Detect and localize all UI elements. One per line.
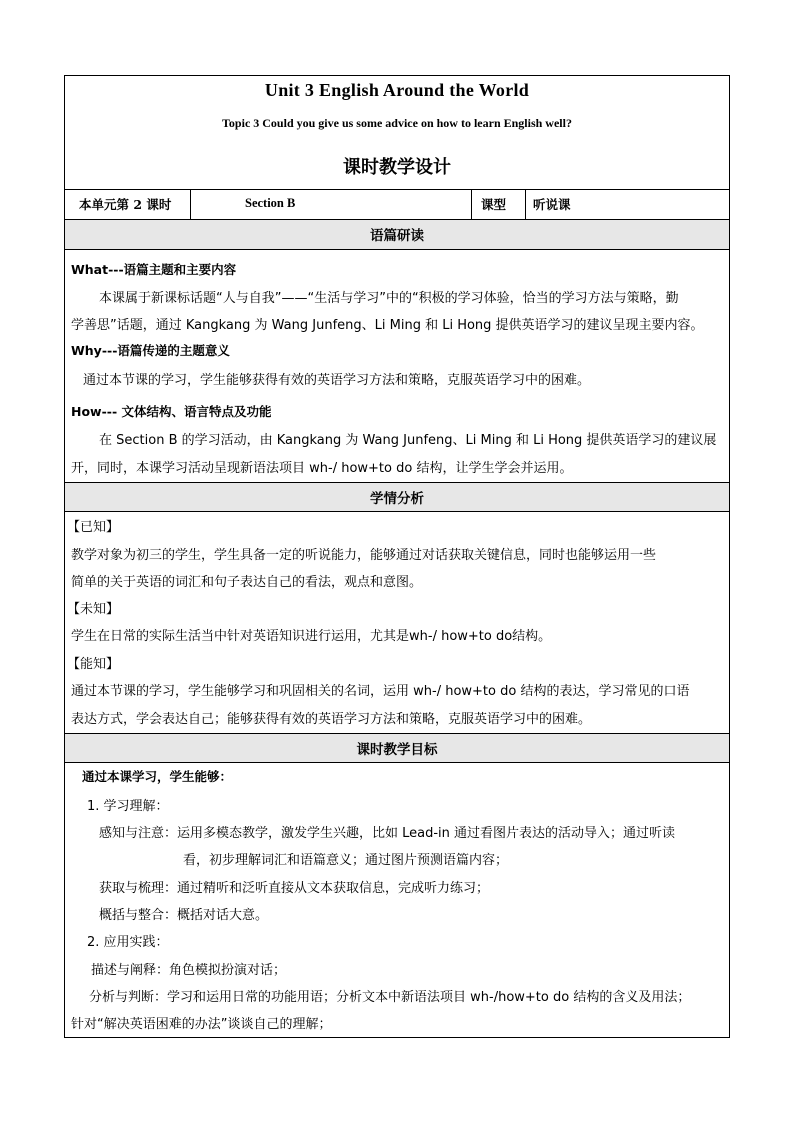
divider: [525, 189, 526, 219]
design-title: 课时教学设计: [343, 157, 451, 178]
section-heading-text-study: 语篇研读: [370, 228, 424, 244]
section-name: Section B: [245, 196, 296, 210]
known-line: 简单的关于英语的词汇和句子表达自己的看法，观点和意图。: [71, 575, 423, 590]
objective-line: 针对“解决英语困难的办法”谈谈自己的理解；: [71, 1017, 332, 1032]
why-line: 通过本节课的学习，学生能够获得有效的英语学习方法和策略，克服英语学习中的困难。: [83, 373, 591, 388]
topic-title: Topic 3 Could you give us some advice on how to learn English well?: [222, 116, 572, 130]
lesson-type-label: 课型: [481, 197, 507, 212]
objective-item: 2. 应用实践：: [87, 935, 169, 950]
how-label: How--- 文体结构、语言特点及功能: [71, 404, 272, 419]
objective-line: 感知与注意：运用多模态教学，激发学生兴趣，比如 Lead-in 通过看图片表达的活动导入；通过听读: [99, 826, 676, 841]
divider: [65, 189, 729, 190]
objectives-intro: 通过本课学习，学生能够：: [82, 769, 233, 784]
how-line: 开，同时，本课学习活动呈现新语法项目 wh-/ how+to do 结构，让学生学会并运用。: [71, 461, 573, 476]
what-line: 本课属于新课标话题“人与自我”——“生活与学习”中的“积极的学习体验，恰当的学习方法与策略，勤: [99, 291, 679, 306]
divider: [65, 762, 729, 763]
objective-line: 看，初步理解词汇和语篇意义；通过图片预测语篇内容；: [183, 853, 509, 868]
section-heading-learner-analysis: 学情分析: [370, 491, 424, 507]
why-label: Why---语篇传递的主题意义: [71, 343, 230, 358]
objective-line: 获取与梳理：通过精听和泛听直接从文本获取信息，完成听力练习；: [99, 881, 490, 896]
objective-line: 分析与判断：学习和运用日常的功能用语；分析文本中新语法项目 wh-/how+to do 结构的含义及用法；: [89, 990, 691, 1005]
known-line: 教学对象为初三的学生，学生具备一定的听说能力，能够通过对话获取关键信息，同时也能够运用一些: [71, 548, 657, 563]
what-line: 学善思”话题，通过 Kangkang 为 Wang Junfeng、Li Ming 和 Li Hong 提供英语学习的建议呈现主要内容。: [71, 318, 704, 333]
unknown-label: 【未知】: [67, 602, 120, 617]
able-label: 【能知】: [67, 657, 120, 672]
objective-line: 描述与阐释：角色模拟扮演对话；: [91, 963, 287, 978]
lesson-type-value: 听说课: [533, 197, 571, 212]
unit-title: Unit 3 English Around the World: [264, 80, 530, 100]
objective-item: 1. 学习理解：: [87, 799, 169, 814]
divider: [471, 189, 472, 219]
known-label: 【已知】: [67, 520, 120, 535]
what-label: What---语篇主题和主要内容: [71, 262, 237, 277]
able-line: 表达方式，学会表达自己；能够获得有效的英语学习方法和策略，克服英语学习中的困难。: [71, 712, 592, 727]
divider: [65, 511, 729, 512]
lesson-plan-table: [64, 75, 730, 1038]
objective-line: 概括与整合：概括对话大意。: [99, 908, 269, 923]
section-heading-objectives: 课时教学目标: [356, 742, 438, 758]
title-block: [65, 76, 729, 189]
unknown-line: 学生在日常的实际生活当中针对英语知识进行运用，尤其是wh-/ how+to do结构。: [71, 629, 552, 644]
divider: [190, 189, 191, 219]
divider: [65, 249, 729, 250]
lesson-number: 本单元第 2 课时: [79, 197, 172, 212]
how-line: 在 Section B 的学习活动，由 Kangkang 为 Wang Junfeng、Li Ming 和 Li Hong 提供英语学习的建议展: [99, 433, 717, 448]
able-line: 通过本节课的学习，学生能够学习和巩固相关的名词，运用 wh-/ how+to do 结构的表达，学习常见的口语: [71, 684, 690, 699]
